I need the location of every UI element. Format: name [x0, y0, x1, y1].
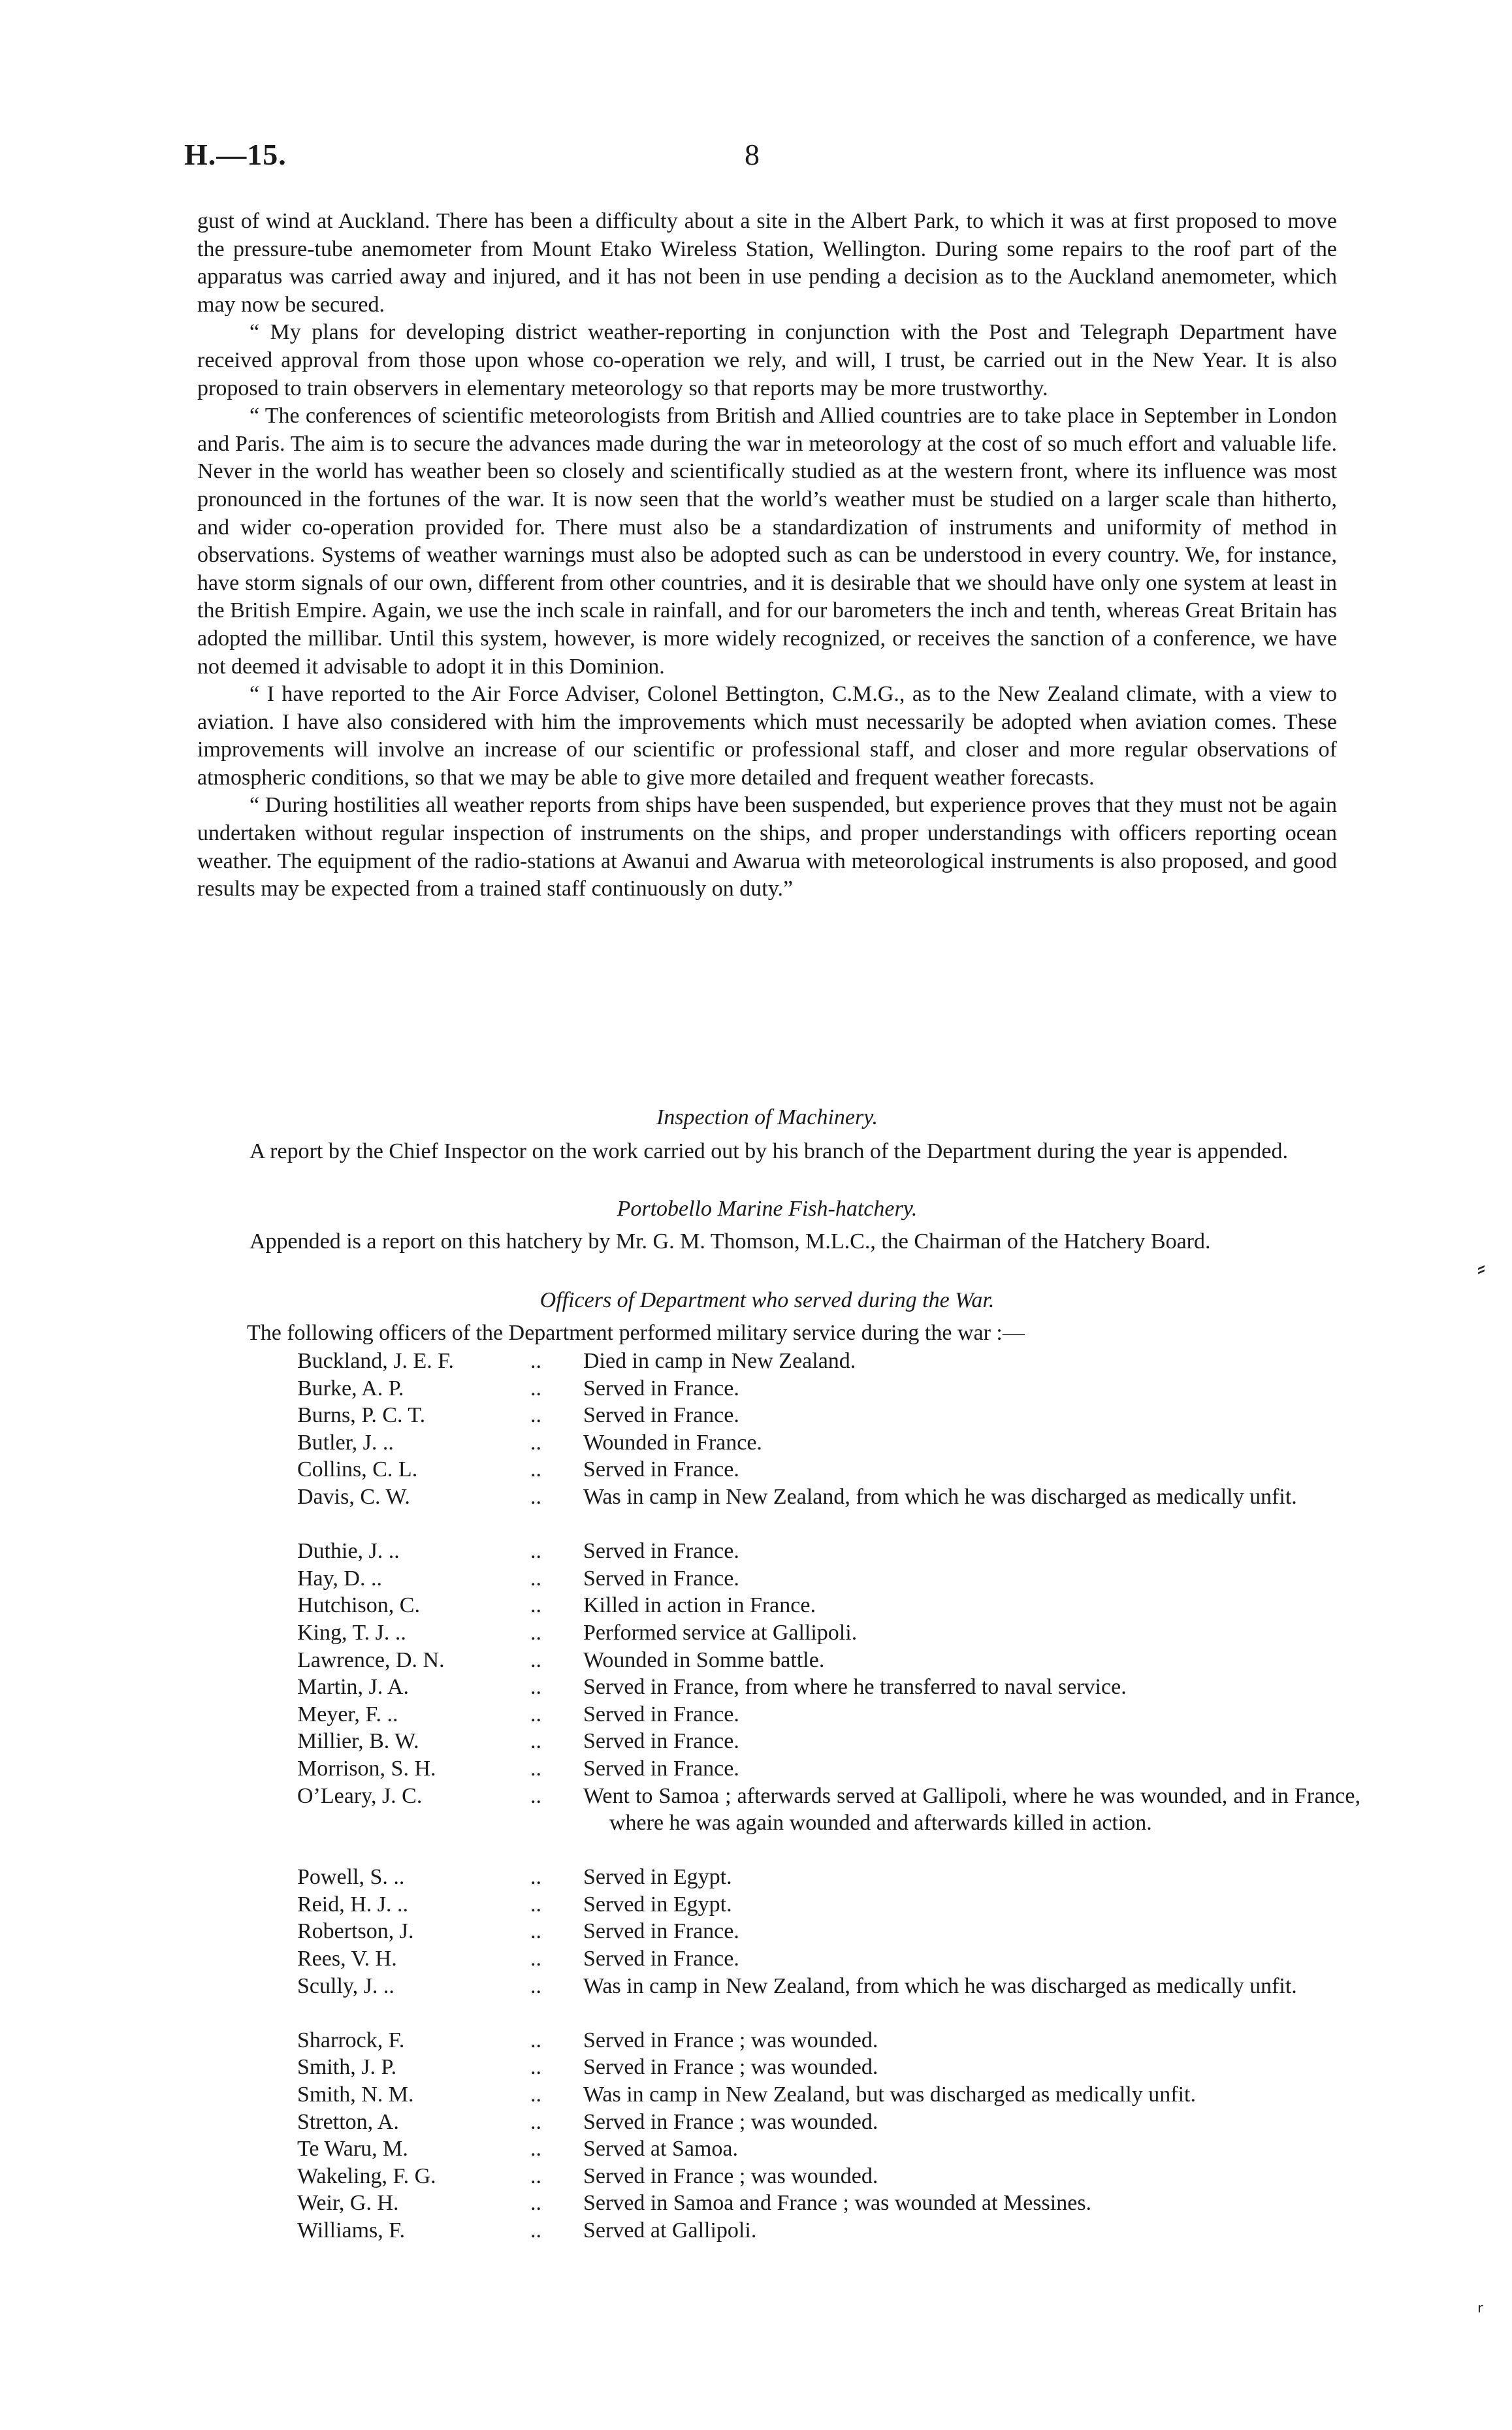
officer-name: Hutchison, C.	[297, 1593, 420, 1618]
dot-leader: ..	[530, 1702, 541, 1726]
officer-service: Went to Samoa ; afterwards served at Gallipoli, where he was wounded, and in France, where he was again wounded and afterwards killed in action.	[583, 1783, 1360, 1836]
paragraph-district-reporting: “ My plans for developing district weather-reporting in conjunction with the Post and Telegraph Department have received approval from those upon whose co-operation we rely, and will, I trust, be carried out in the New Year. It is also proposed to train observers in elementary meteorology so that reports may be more trustworthy.	[197, 320, 1337, 400]
list-item	[0, 1864, 1512, 1891]
officer-name: Robertson, J.	[297, 1919, 414, 1944]
officer-name: Weir, G. H.	[297, 2191, 399, 2216]
officer-name: Smith, J. P.	[297, 2055, 397, 2080]
page-number: 8	[745, 138, 760, 171]
list-item	[0, 1674, 1512, 1701]
list-item	[0, 2054, 1512, 2081]
list-item	[0, 1538, 1512, 1565]
officer-service: Was in camp in New Zealand, from which he was discharged as medically unfit.	[583, 1484, 1297, 1509]
dot-leader: ..	[530, 1539, 541, 1564]
hatchery-text: Appended is a report on this hatchery by Mr. G. M. Thomson, M.L.C., the Chairman of the Hatchery Board.	[249, 1229, 1211, 1254]
inspection-section	[197, 1138, 1337, 1166]
dot-leader: ..	[530, 2137, 541, 2162]
officer-name: Martin, J. A.	[297, 1675, 409, 1700]
scan-artifact-mark: ʳ	[1477, 2299, 1483, 2325]
officer-name: Morrison, S. H.	[297, 1756, 436, 1781]
list-item	[0, 2081, 1512, 2109]
officer-name: Duthie, J. ..	[297, 1539, 400, 1564]
officer-name: O’Leary, J. C.	[297, 1783, 423, 1808]
list-item	[0, 2135, 1512, 2163]
officer-service: Served in France.	[583, 1457, 739, 1482]
heading-officers-served: Officers of Department who served during the War.	[539, 1288, 995, 1312]
officer-service: Served at Gallipoli.	[583, 2218, 757, 2243]
list-item	[0, 1728, 1512, 1755]
dot-leader: ..	[530, 1675, 541, 1700]
list-item	[0, 2027, 1512, 2054]
officer-service: Served in France.	[583, 1403, 739, 1428]
list-item	[0, 1755, 1512, 1783]
heading-portobello-hatchery: Portobello Marine Fish-hatchery.	[617, 1197, 918, 1221]
dot-leader: ..	[530, 2191, 541, 2216]
dot-leader: ..	[530, 1457, 541, 1482]
officer-service: Served in France.	[583, 1702, 739, 1726]
officer-name: Burns, P. C. T.	[297, 1403, 426, 1428]
list-item	[0, 2109, 1512, 2136]
officer-service: Was in camp in New Zealand, from which he was discharged as medically unfit.	[583, 1973, 1297, 1998]
dot-leader: ..	[530, 1919, 541, 1944]
dot-leader: ..	[530, 1756, 541, 1781]
officer-name: Davis, C. W.	[297, 1484, 410, 1509]
officer-service: Served in France.	[583, 1539, 739, 1564]
dot-leader: ..	[530, 1593, 541, 1618]
meteorology-report-text	[197, 208, 1337, 903]
officer-service: Served in France.	[583, 1376, 739, 1401]
officer-service: Wounded in France.	[583, 1430, 762, 1455]
officer-service: Served in France.	[583, 1919, 739, 1944]
list-item	[0, 1402, 1512, 1429]
dot-leader: ..	[530, 1729, 541, 1754]
officer-service: Served in Egypt.	[583, 1865, 732, 1890]
officer-name: Collins, C. L.	[297, 1457, 418, 1482]
officer-service: Served in France.	[583, 1947, 739, 1971]
officer-name: Lawrence, D. N.	[297, 1647, 445, 1672]
officer-name: Te Waru, M.	[297, 2137, 408, 2162]
dot-leader: ..	[530, 2055, 541, 2080]
paragraph-continuation: gust of wind at Auckland. There has been a difficulty about a site in the Albert Park, to which it was at first proposed to move the pressure-tube anemometer from Mount Etako Wireless Station, Wellington. During some repairs to the roof part of the apparatus was carried away and injured, and it has not been in use pending a decision as to the Auckland anemometer, which may now be secured.	[197, 209, 1337, 317]
dot-leader: ..	[530, 2218, 541, 2243]
list-item	[0, 1348, 1512, 1375]
officer-name: Wakeling, F. G.	[297, 2163, 436, 2188]
dot-leader: ..	[530, 2109, 541, 2134]
officers-intro: The following officers of the Department performed military service during the war :—	[247, 1321, 1025, 1345]
dot-leader: ..	[530, 1620, 541, 1645]
officer-name: Scully, J. ..	[297, 1973, 394, 1998]
inspection-text: A report by the Chief Inspector on the work carried out by his branch of the Department during the year is appended.	[249, 1139, 1288, 1163]
list-item	[0, 1592, 1512, 1619]
list-item	[0, 1945, 1512, 1973]
officer-service: Died in camp in New Zealand.	[583, 1349, 856, 1373]
officer-service: Served in Egypt.	[583, 1892, 732, 1917]
dot-leader: ..	[530, 1647, 541, 1672]
officer-service: Killed in action in France.	[583, 1593, 816, 1618]
officer-name: Meyer, F. ..	[297, 1702, 398, 1726]
dot-leader: ..	[530, 2163, 541, 2188]
officer-service: Was in camp in New Zealand, but was discharged as medically unfit.	[583, 2082, 1196, 2107]
officer-name: Butler, J. ..	[297, 1430, 394, 1455]
list-item	[0, 2163, 1512, 2190]
list-item	[0, 1565, 1512, 1593]
list-item	[0, 1647, 1512, 1674]
scan-artifact-mark: ⸗	[1477, 1255, 1485, 1282]
dot-leader: ..	[530, 1430, 541, 1455]
dot-leader: ..	[530, 2028, 541, 2052]
officer-service: Served in France.	[583, 1756, 739, 1781]
officer-service: Served in France ; was wounded.	[583, 2028, 878, 2052]
document-reference: H.—15.	[184, 138, 287, 171]
list-item	[0, 2217, 1512, 2244]
dot-leader: ..	[530, 1973, 541, 1998]
dot-leader: ..	[530, 1484, 541, 1509]
officer-service: Served in Samoa and France ; was wounded at Messines.	[583, 2191, 1092, 2216]
list-item	[0, 1918, 1512, 1945]
officer-service: Served at Samoa.	[583, 2137, 738, 2162]
list-item	[0, 1783, 1512, 1864]
dot-leader: ..	[530, 1376, 541, 1401]
list-item	[0, 1429, 1512, 1457]
officer-service: Served in France ; was wounded.	[583, 2055, 878, 2080]
list-item	[0, 1375, 1512, 1402]
officer-name: Reid, H. J. ..	[297, 1892, 408, 1917]
officer-name: Powell, S. ..	[297, 1865, 405, 1890]
officer-name: Smith, N. M.	[297, 2082, 414, 2107]
dot-leader: ..	[530, 1947, 541, 1971]
officer-name: Hay, D. ..	[297, 1566, 382, 1591]
officer-service: Served in France, from where he transferred to naval service.	[583, 1675, 1127, 1700]
dot-leader: ..	[530, 2082, 541, 2107]
officer-name: Williams, F.	[297, 2218, 405, 2243]
dot-leader: ..	[530, 1566, 541, 1591]
officer-name: Stretton, A.	[297, 2109, 399, 2134]
dot-leader: ..	[530, 1783, 541, 1808]
officer-service: Wounded in Somme battle.	[583, 1647, 825, 1672]
list-item	[0, 1483, 1512, 1538]
list-item	[0, 1701, 1512, 1728]
officer-name: Millier, B. W.	[297, 1729, 419, 1754]
list-item	[0, 1619, 1512, 1647]
list-item	[0, 1891, 1512, 1919]
hatchery-section	[197, 1228, 1337, 1256]
officer-name: Rees, V. H.	[297, 1947, 397, 1971]
list-item	[0, 1973, 1512, 2027]
officer-name: Burke, A. P.	[297, 1376, 404, 1401]
paragraph-ship-reports: “ During hostilities all weather reports from ships have been suspended, but experience proves that they must not be again undertaken without regular inspection of instruments on the ships, and proper understandings with officers reporting ocean weather. The equipment of the radio-stations at Awanui and Awarua with meteorological instruments is also proposed, and good results may be expected from a trained staff continuously on duty.”	[197, 793, 1337, 901]
heading-inspection-of-machinery: Inspection of Machinery.	[656, 1105, 878, 1129]
officer-service: Served in France.	[583, 1729, 739, 1754]
dot-leader: ..	[530, 1403, 541, 1428]
officer-service: Served in France ; was wounded.	[583, 2163, 878, 2188]
officer-name: King, T. J. ..	[297, 1620, 406, 1645]
officer-service: Served in France.	[583, 1566, 739, 1591]
officer-name: Sharrock, F.	[297, 2028, 405, 2052]
officer-list	[0, 1348, 1512, 2244]
list-item	[0, 1456, 1512, 1483]
officer-name: Buckland, J. E. F.	[297, 1349, 454, 1373]
list-item	[0, 2190, 1512, 2217]
dot-leader: ..	[530, 1892, 541, 1917]
dot-leader: ..	[530, 1349, 541, 1373]
officer-service: Served in France ; was wounded.	[583, 2109, 878, 2134]
officer-service: Performed service at Gallipoli.	[583, 1620, 858, 1645]
dot-leader: ..	[530, 1865, 541, 1890]
paragraph-conferences: “ The conferences of scientific meteorologists from British and Allied countries are to take place in September in London and Paris. The aim is to secure the advances made during the war in meteorology at the cost of so much effort and valuable life. Never in the world has weather been so closely and scientifically studied as at the western front, where its influence was most pronounced in the fortunes of the war. It is now seen that the world’s weather must be studied on a larger scale than hitherto, and wider co-operation provided for. There must also be a standardization of instruments and uniformity of method in observations. Systems of weather warnings must also be adopted such as can be understood in every country. We, for instance, have storm signals of our own, different from other countries, and it is desirable that we should have only one system at least in the British Empire. Again, we use the inch scale in rainfall, and for our barometers the inch and tenth, whereas Great Britain has adopted the millibar. Until this system, however, is more widely recognized, or receives the sanction of a conference, we have not deemed it advisable to adopt it in this Dominion.	[197, 404, 1337, 679]
paragraph-air-force: “ I have reported to the Air Force Adviser, Colonel Bettington, C.M.G., as to the New Zealand climate, with a view to aviation. I have also considered with him the improvements which must necessarily be adopted when aviation comes. These improvements will involve an increase of our scientific or professional staff, and closer and more regular observations of atmospheric conditions, so that we may be able to give more detailed and frequent weather forecasts.	[197, 682, 1337, 790]
